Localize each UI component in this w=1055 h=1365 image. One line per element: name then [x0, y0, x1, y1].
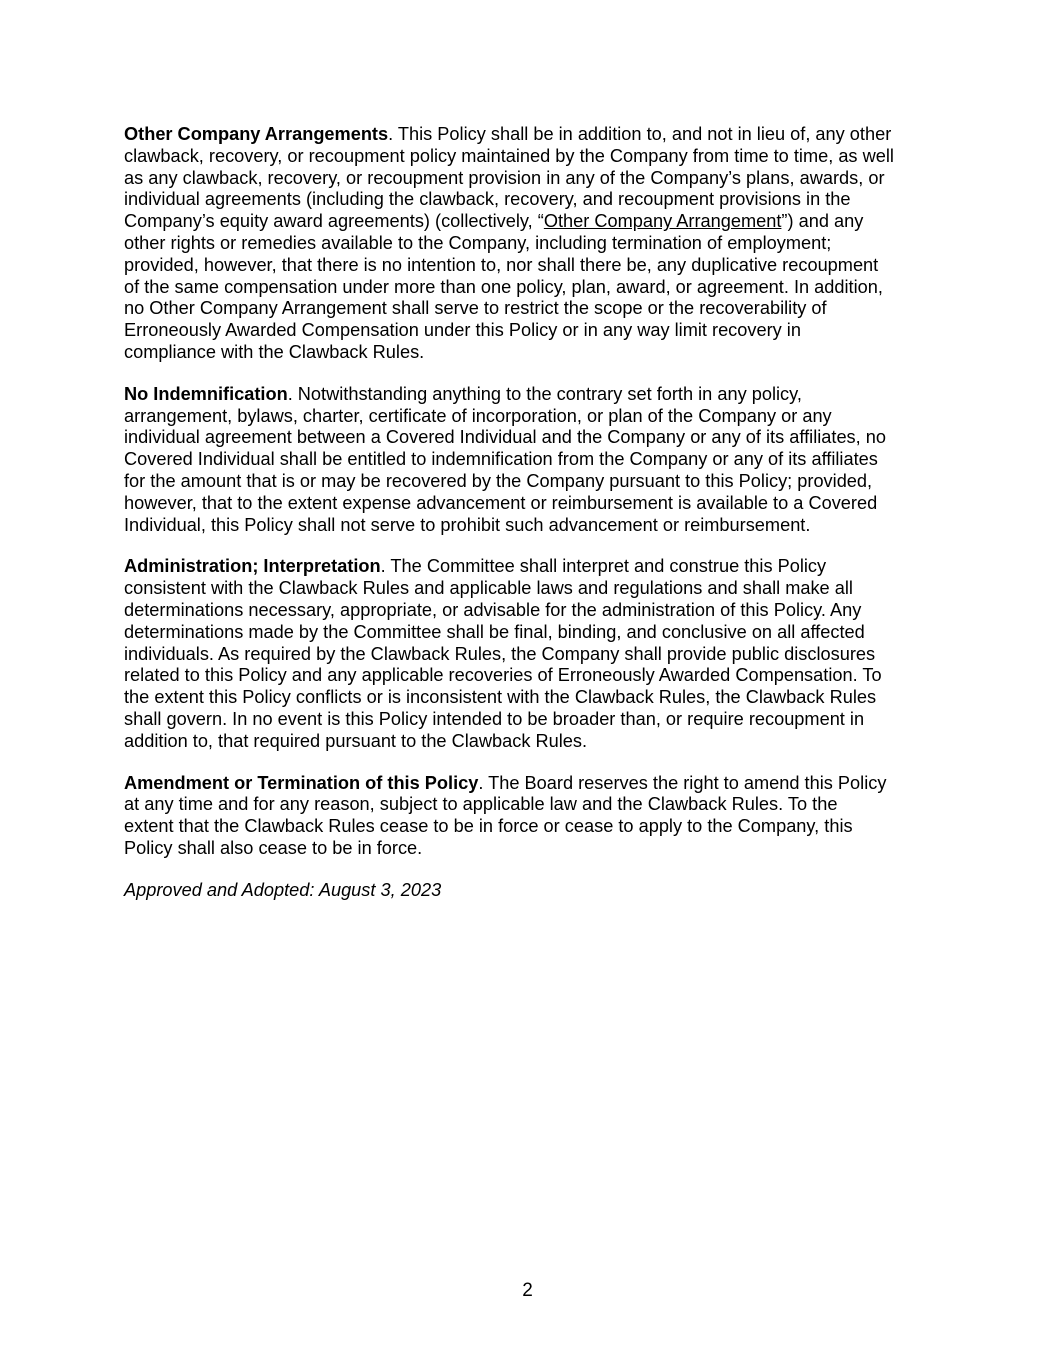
section-text-continued: ”) and any other rights or remedies available to the Company, including termination of employment; provided, however, that there is no intention to, nor shall there be, any duplicative recoupment of the same compensation under more than one policy, plan, award, or agreement. In addition, no Other Company Arrangement shall serve to restrict the scope or the recoverability of Erroneously Awarded Compensation under this Policy or in any way limit recovery in compliance with the Clawback Rules. — [124, 211, 883, 362]
page-number: 2 — [522, 1280, 533, 1301]
section-no-indemnification — [124, 384, 934, 537]
defined-term: Other Company Arrangement — [543, 211, 782, 232]
section-other-company-arrangements — [124, 124, 934, 364]
section-administration-interpretation — [124, 556, 934, 752]
section-text: . Notwithstanding anything to the contrary set forth in any policy, arrangement, bylaws, charter, certificate of incorporation, or plan of the Company or any individual agreement between a Covered Individual and the Company or any of its affiliates, no Covered Individual shall be entitled to indemnification from the Company or any of its affiliates for the amount that is or may be recovered by the Company pursuant to this Policy; provided, however, that to the extent expense advancement or reimbursement is available to a Covered Individual, this Policy shall not serve to prohibit such advancement or reimbursement. — [124, 383, 886, 535]
document-body — [124, 124, 934, 902]
approval-line: Approved and Adopted: August 3, 2023 — [124, 879, 442, 900]
section-heading: Amendment or Termination of this Policy — [124, 772, 479, 793]
section-amendment-termination — [124, 773, 934, 860]
section-heading: Administration; Interpretation — [124, 556, 381, 577]
section-text: . The Board reserves the right to amend this Policy at any time and for any reason, subject to applicable law and the Clawback Rules. To the extent that the Clawback Rules cease to be in force or cease to apply to the Company, this Policy shall also cease to be in force. — [124, 772, 887, 858]
section-heading: Other Company Arrangements — [124, 124, 389, 144]
section-text: . This Policy shall be in addition to, and not in lieu of, any other clawback, recovery, or recoupment policy maintained by the Company from time to time, as well as any clawback, recovery, or recoupment provision in any of the Company’s plans, awards, or individual agreements (including the clawback, recovery, and recoupment provisions in the Company’s equity award agreements) (collectively, “ — [124, 124, 894, 232]
section-heading: No Indemnification — [124, 383, 288, 404]
section-text: . The Committee shall interpret and construe this Policy consistent with the Clawback Rules and applicable laws and regulations and shall make all determinations necessary, appropriate, or advisable for the administration of this Policy. Any determinations made by the Committee shall be final, binding, and conclusive on all affected individuals. As required by the Clawback Rules, the Company shall provide public disclosures related to this Policy and any applicable recoveries of Erroneously Awarded Compensation. To the extent this Policy conflicts or is inconsistent with the Clawback Rules, the Clawback Rules shall govern. In no event is this Policy intended to be broader than, or require recoupment in addition to, that required pursuant to the Clawback Rules. — [124, 556, 882, 751]
